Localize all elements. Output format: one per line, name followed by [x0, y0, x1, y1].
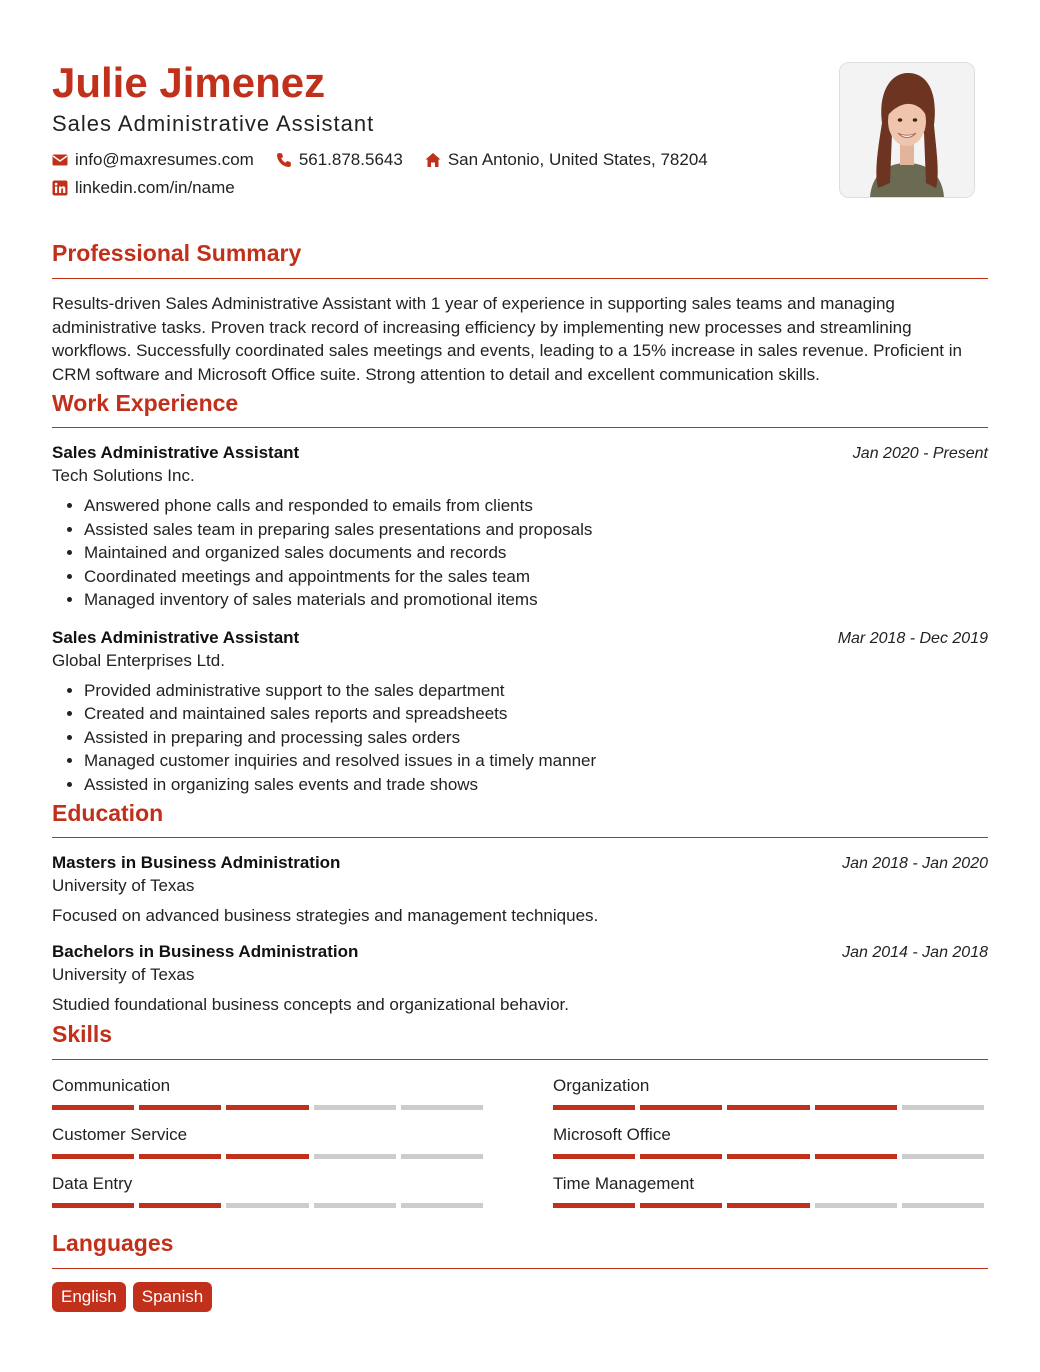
- job-bullet: • Answered phone calls and responded to emails from clients: [84, 494, 988, 518]
- degree-title: Masters in Business Administration: [52, 853, 341, 872]
- contact-location: [425, 149, 708, 171]
- linkedin-icon: [52, 180, 68, 196]
- education-date: Jan 2018 - Jan 2020: [842, 855, 988, 872]
- school-name: University of Texas: [52, 876, 195, 895]
- resume-header: [52, 0, 988, 210]
- section-divider: [52, 278, 988, 279]
- skill-level-segment-filled: [815, 1105, 897, 1110]
- job-entry: [52, 441, 988, 612]
- language-chip: Spanish: [133, 1282, 212, 1312]
- skill-level-meter: [52, 1154, 488, 1159]
- skill-name: Customer Service: [52, 1125, 188, 1144]
- education-entry: [52, 851, 988, 927]
- languages-section: [52, 1228, 988, 1312]
- skill-level-segment-filled: [52, 1154, 134, 1159]
- skill-level-meter: [52, 1203, 488, 1208]
- job-bullet: • Provided administrative support to the sales department: [84, 679, 988, 703]
- skill-item: [553, 1075, 989, 1110]
- education-heading: Education: [52, 800, 164, 826]
- experience-section: [52, 388, 988, 796]
- summary-section: [52, 238, 988, 386]
- skill-name: Microsoft Office: [553, 1125, 671, 1144]
- skill-level-segment-empty: [226, 1203, 308, 1208]
- skill-item: [553, 1173, 989, 1208]
- education-description: Focused on advanced business strategies and management techniques.: [52, 906, 599, 925]
- skill-level-segment-filled: [727, 1203, 809, 1208]
- education-section: [52, 798, 988, 1016]
- job-bullet: • Assisted in preparing and processing sales orders: [84, 726, 988, 750]
- skill-item: [52, 1075, 488, 1110]
- skill-level-segment-empty: [902, 1203, 984, 1208]
- job-title: Sales Administrative Assistant: [52, 443, 300, 462]
- job-bullet: • Created and maintained sales reports and spreadsheets: [84, 702, 988, 726]
- skill-name: Organization: [553, 1076, 650, 1095]
- skill-level-meter: [553, 1105, 989, 1110]
- skills-grid: [52, 1075, 988, 1215]
- section-divider: [52, 837, 988, 838]
- envelope-icon: [52, 152, 68, 168]
- contact-linkedin[interactable]: [52, 177, 235, 199]
- contact-phone[interactable]: [276, 149, 403, 171]
- skill-level-segment-empty: [314, 1105, 396, 1110]
- job-entry: [52, 626, 988, 797]
- skill-level-segment-empty: [815, 1203, 897, 1208]
- contact-row-2: [52, 177, 257, 199]
- education-description: Studied foundational business concepts and organizational behavior.: [52, 995, 569, 1014]
- section-divider: [52, 1059, 988, 1060]
- job-bullet: • Managed customer inquiries and resolved issues in a timely manner: [84, 749, 988, 773]
- skill-level-segment-empty: [314, 1154, 396, 1159]
- skill-level-segment-filled: [139, 1203, 221, 1208]
- skill-level-segment-filled: [553, 1203, 635, 1208]
- job-bullet: • Assisted in organizing sales events and trade shows: [84, 773, 988, 797]
- skill-level-segment-filled: [815, 1154, 897, 1159]
- skill-level-segment-empty: [902, 1154, 984, 1159]
- skills-heading: Skills: [52, 1021, 113, 1047]
- skill-level-segment-filled: [52, 1105, 134, 1110]
- skill-name: Time Management: [553, 1174, 695, 1193]
- skill-level-segment-filled: [640, 1105, 722, 1110]
- email-text: info@maxresumes.com: [75, 150, 254, 169]
- linkedin-text: linkedin.com/in/name: [75, 178, 235, 197]
- language-list: [52, 1282, 988, 1312]
- job-company: Tech Solutions Inc.: [52, 466, 195, 485]
- skill-level-segment-empty: [314, 1203, 396, 1208]
- summary-heading: Professional Summary: [52, 240, 302, 266]
- job-date: Jan 2020 - Present: [852, 445, 988, 462]
- skill-item: [553, 1124, 989, 1159]
- skill-level-segment-filled: [226, 1154, 308, 1159]
- languages-heading: Languages: [52, 1230, 174, 1256]
- candidate-title: Sales Administrative Assistant: [52, 111, 375, 136]
- profile-portrait: [840, 63, 974, 197]
- skill-level-segment-filled: [640, 1154, 722, 1159]
- language-chip: English: [52, 1282, 126, 1312]
- contact-email[interactable]: [52, 149, 254, 171]
- skill-level-meter: [553, 1154, 989, 1159]
- job-bullet: • Managed inventory of sales materials and promotional items: [84, 588, 988, 612]
- skill-level-segment-empty: [401, 1105, 483, 1110]
- job-bullets: [52, 679, 988, 797]
- education-date: Jan 2014 - Jan 2018: [842, 944, 988, 961]
- job-bullets: [52, 494, 988, 612]
- skill-item: [52, 1124, 488, 1159]
- skill-level-segment-empty: [902, 1105, 984, 1110]
- skill-level-segment-filled: [640, 1203, 722, 1208]
- job-company: Global Enterprises Ltd.: [52, 650, 225, 670]
- home-icon: [425, 152, 441, 168]
- experience-heading: Work Experience: [52, 390, 239, 416]
- location-text: San Antonio, United States, 78204: [447, 150, 708, 169]
- job-date: Mar 2018 - Dec 2019: [837, 629, 988, 647]
- profile-photo: [839, 62, 975, 198]
- skill-level-segment-filled: [553, 1105, 635, 1110]
- job-bullet: • Assisted sales team in preparing sales presentations and proposals: [84, 518, 988, 542]
- skill-name: Data Entry: [52, 1174, 133, 1193]
- skill-level-segment-filled: [226, 1105, 308, 1110]
- contact-row: [52, 149, 730, 171]
- skill-level-segment-filled: [139, 1105, 221, 1110]
- job-bullet: • Maintained and organized sales documents and records: [84, 541, 988, 565]
- job-title: Sales Administrative Assistant: [52, 627, 300, 647]
- skill-level-meter: [52, 1105, 488, 1110]
- skill-level-segment-filled: [139, 1154, 221, 1159]
- phone-text: 561.878.5643: [298, 150, 403, 169]
- skill-level-segment-filled: [553, 1154, 635, 1159]
- skill-level-segment-empty: [401, 1203, 483, 1208]
- skill-level-segment-filled: [727, 1154, 809, 1159]
- section-divider: [52, 1268, 988, 1269]
- candidate-name: Julie Jimenez: [52, 59, 326, 106]
- degree-title: Bachelors in Business Administration: [52, 942, 359, 961]
- education-entry: [52, 940, 988, 1016]
- skill-level-meter: [553, 1203, 989, 1208]
- skill-item: [52, 1173, 488, 1208]
- skills-section: [52, 1019, 988, 1215]
- summary-text: Results-driven Sales Administrative Assistant with 1 year of experience in supporting sales teams and managing administrative tasks. Proven track record of increasing efficiency by implementing new processes and streamlining workflows. Successfully coordinated sales meetings and events, leading to a 15% increase in sales revenue. Proficient in CRM software and Microsoft Office suite. Strong attention to detail and excellent communication skills.: [52, 294, 962, 384]
- section-divider: [52, 427, 988, 428]
- skill-level-segment-filled: [52, 1203, 134, 1208]
- skill-level-segment-filled: [727, 1105, 809, 1110]
- job-bullet: • Coordinated meetings and appointments for the sales team: [84, 565, 988, 589]
- phone-icon: [276, 152, 292, 168]
- skill-level-segment-empty: [401, 1154, 483, 1159]
- school-name: University of Texas: [52, 965, 195, 984]
- skill-name: Communication: [52, 1076, 171, 1095]
